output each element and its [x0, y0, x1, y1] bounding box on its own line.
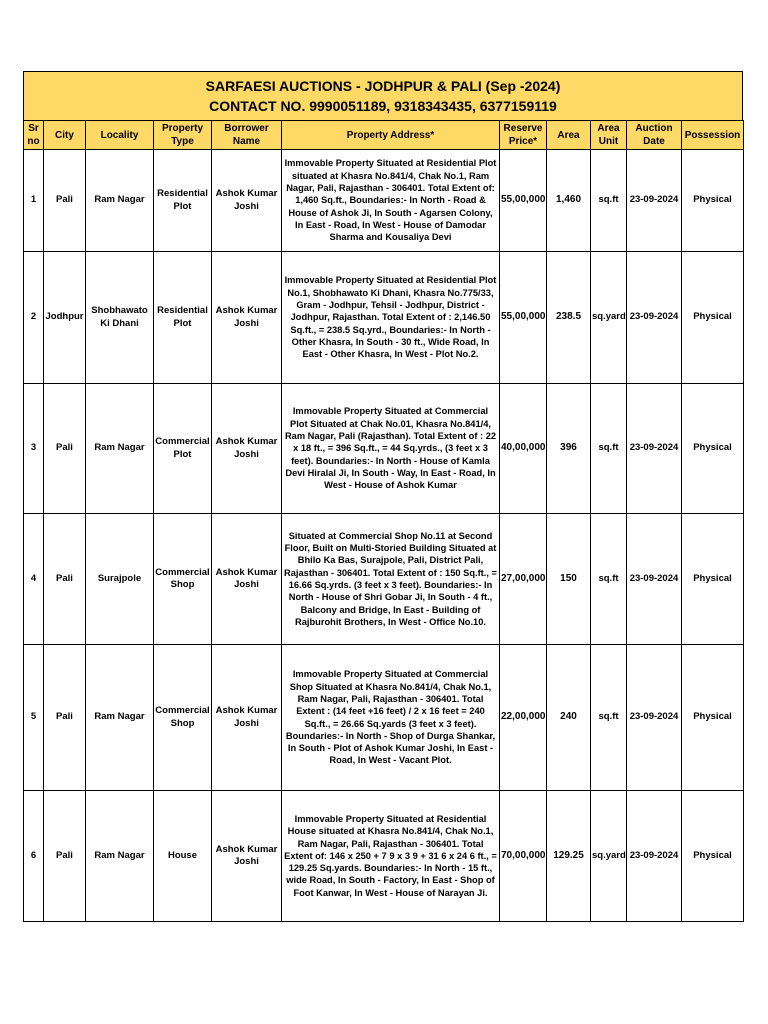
cell-area: 129.25: [547, 791, 591, 922]
cell-date: 23-09-2024: [627, 150, 682, 252]
cell-address: Immovable Property Situated at Commercial Shop Situated at Khasra No.841/4, Chak No.1, Ram Nagar, Pali, Rajasthan - 306401. Total Extent : (14 feet +16 feet) / 2 x 16 feet = 240 Sq.ft., = 26.66 Sq.yards (3 feet x 3 feet). Boundaries:- In North - Shop of Durga Shankar, In South - Plot of Ashok Kumar Joshi, In East - Road, In West - Vacant Plot.: [282, 645, 500, 791]
cell-type: Commercial Plot: [154, 384, 212, 514]
cell-type: House: [154, 791, 212, 922]
cell-date: 23-09-2024: [627, 252, 682, 384]
table-row: [24, 645, 744, 791]
cell-city: Jodhpur: [44, 252, 86, 384]
cell-area: 240: [547, 645, 591, 791]
cell-date: 23-09-2024: [627, 384, 682, 514]
cell-locality: Ram Nagar: [86, 384, 154, 514]
cell-locality: Shobhawato Ki Dhani: [86, 252, 154, 384]
table-row: [24, 252, 744, 384]
cell-type: Commercial Shop: [154, 645, 212, 791]
col-header-unit: Area Unit: [591, 121, 627, 150]
cell-possession: Physical: [682, 514, 744, 645]
cell-unit: sq.yard: [591, 791, 627, 922]
table-row: [24, 514, 744, 645]
cell-sr: 3: [24, 384, 44, 514]
cell-city: Pali: [44, 384, 86, 514]
cell-area: 396: [547, 384, 591, 514]
cell-sr: 4: [24, 514, 44, 645]
cell-borrower: Ashok Kumar Joshi: [212, 150, 282, 252]
cell-unit: sq.ft: [591, 150, 627, 252]
table-row: [24, 791, 744, 922]
cell-sr: 6: [24, 791, 44, 922]
cell-city: Pali: [44, 150, 86, 252]
col-header-date: Auction Date: [627, 121, 682, 150]
col-header-possession: Possession: [682, 121, 744, 150]
cell-possession: Physical: [682, 252, 744, 384]
table-row: [24, 150, 744, 252]
col-header-sr: Sr no: [24, 121, 44, 150]
col-header-address: Property Address*: [282, 121, 500, 150]
cell-date: 23-09-2024: [627, 791, 682, 922]
cell-date: 23-09-2024: [627, 514, 682, 645]
header-row: [24, 121, 744, 150]
cell-borrower: Ashok Kumar Joshi: [212, 645, 282, 791]
cell-area: 238.5: [547, 252, 591, 384]
auction-table: [23, 120, 744, 922]
table-row: [24, 384, 744, 514]
col-header-locality: Locality: [86, 121, 154, 150]
cell-sr: 2: [24, 252, 44, 384]
cell-possession: Physical: [682, 150, 744, 252]
cell-address: Immovable Property Situated at Residential House situated at Khasra No.841/4, Chak No.1, Ram Nagar, Pali, Rajasthan - 306401. Total Extent of: 146 x 250 + 7 9 x 3 9 + 31 6 x 24 6 ft., = 129.25 Sq.yards. Boundaries:- In North - 15 ft., wide Road, In South - Factory, In East - Shop of Foot Kanwar, In West - House of Narayan Ji.: [282, 791, 500, 922]
col-header-city: City: [44, 121, 86, 150]
cell-borrower: Ashok Kumar Joshi: [212, 252, 282, 384]
title-block: [23, 71, 743, 120]
cell-address: Situated at Commercial Shop No.11 at Second Floor, Built on Multi-Storied Building Situated at Bhilo Ka Bas, Surajpole, Pali, District Pali, Rajasthan - 306401. Total Extent of : 150 Sq.ft., = 16.66 Sq.yrds. (3 feet x 3 feet). Boundaries:- In North - House of Shri Gobar Ji, In South - 4 ft., Balcony and Bridge, In East - Building of Rajburohit Brothers, In West - Office No.10.: [282, 514, 500, 645]
cell-locality: Surajpole: [86, 514, 154, 645]
cell-sr: 1: [24, 150, 44, 252]
cell-sr: 5: [24, 645, 44, 791]
cell-address: Immovable Property Situated at Residential Plot No.1, Shobhawato Ki Dhani, Khasra No.775/33, Gram - Jodhpur, Tehsil - Jodhpur, District - Jodhpur, Rajasthan. Total Extent of : 2,146.50 Sq.ft., = 238.5 Sq.yrd., Boundaries:- In North - Other Khasra, In South - 30 ft., Wide Road, In East - Other Khasra, In West - Plot No.2.: [282, 252, 500, 384]
cell-type: Commercial Shop: [154, 514, 212, 645]
sheet-title: SARFAESI AUCTIONS - JODHPUR & PALI (Sep -2024): [205, 78, 561, 94]
cell-reserve: 22,00,000: [500, 645, 547, 791]
cell-possession: Physical: [682, 645, 744, 791]
cell-locality: Ram Nagar: [86, 150, 154, 252]
cell-reserve: 70,00,000: [500, 791, 547, 922]
cell-possession: Physical: [682, 791, 744, 922]
cell-city: Pali: [44, 791, 86, 922]
cell-type: Residential Plot: [154, 150, 212, 252]
col-header-borrower: Borrower Name: [212, 121, 282, 150]
cell-locality: Ram Nagar: [86, 791, 154, 922]
cell-reserve: 55,00,000: [500, 150, 547, 252]
cell-date: 23-09-2024: [627, 645, 682, 791]
cell-area: 1,460: [547, 150, 591, 252]
cell-address: Immovable Property Situated at Commercial Plot Situated at Chak No.01, Khasra No.841/4, Ram Nagar, Pali (Rajasthan). Total Extent of : 22 x 18 ft., = 396 Sq.ft., = 44 Sq.yrds., (3 feet x 3 feet). Boundaries:- In North - House of Kamla Devi Hiralal Ji, In South - Way, In East - Road, In West - House of Ashok Kumar: [282, 384, 500, 514]
col-header-area: Area: [547, 121, 591, 150]
cell-unit: sq.ft: [591, 384, 627, 514]
cell-borrower: Ashok Kumar Joshi: [212, 514, 282, 645]
cell-area: 150: [547, 514, 591, 645]
cell-unit: sq.ft: [591, 514, 627, 645]
cell-borrower: Ashok Kumar Joshi: [212, 791, 282, 922]
auction-sheet: [23, 71, 743, 922]
cell-reserve: 55,00,000: [500, 252, 547, 384]
cell-possession: Physical: [682, 384, 744, 514]
cell-type: Residential Plot: [154, 252, 212, 384]
cell-locality: Ram Nagar: [86, 645, 154, 791]
cell-borrower: Ashok Kumar Joshi: [212, 384, 282, 514]
col-header-type: Property Type: [154, 121, 212, 150]
cell-city: Pali: [44, 514, 86, 645]
col-header-reserve: Reserve Price*: [500, 121, 547, 150]
cell-address: Immovable Property Situated at Residential Plot situated at Khasra No.841/4, Chak No.1, Ram Nagar, Pali, Rajasthan - 306401. Total Extent of: 1,460 Sq.ft., Boundaries:- In North - Road & House of Ashok Ji, In South - Agarsen Colony, In East - Road, In West - House of Damodar Sharma and Kousaliya Devi: [282, 150, 500, 252]
cell-reserve: 27,00,000: [500, 514, 547, 645]
contact-numbers: CONTACT NO. 9990051189, 9318343435, 6377159119: [209, 98, 557, 114]
cell-unit: sq.yard: [591, 252, 627, 384]
cell-city: Pali: [44, 645, 86, 791]
cell-reserve: 40,00,000: [500, 384, 547, 514]
cell-unit: sq.ft: [591, 645, 627, 791]
